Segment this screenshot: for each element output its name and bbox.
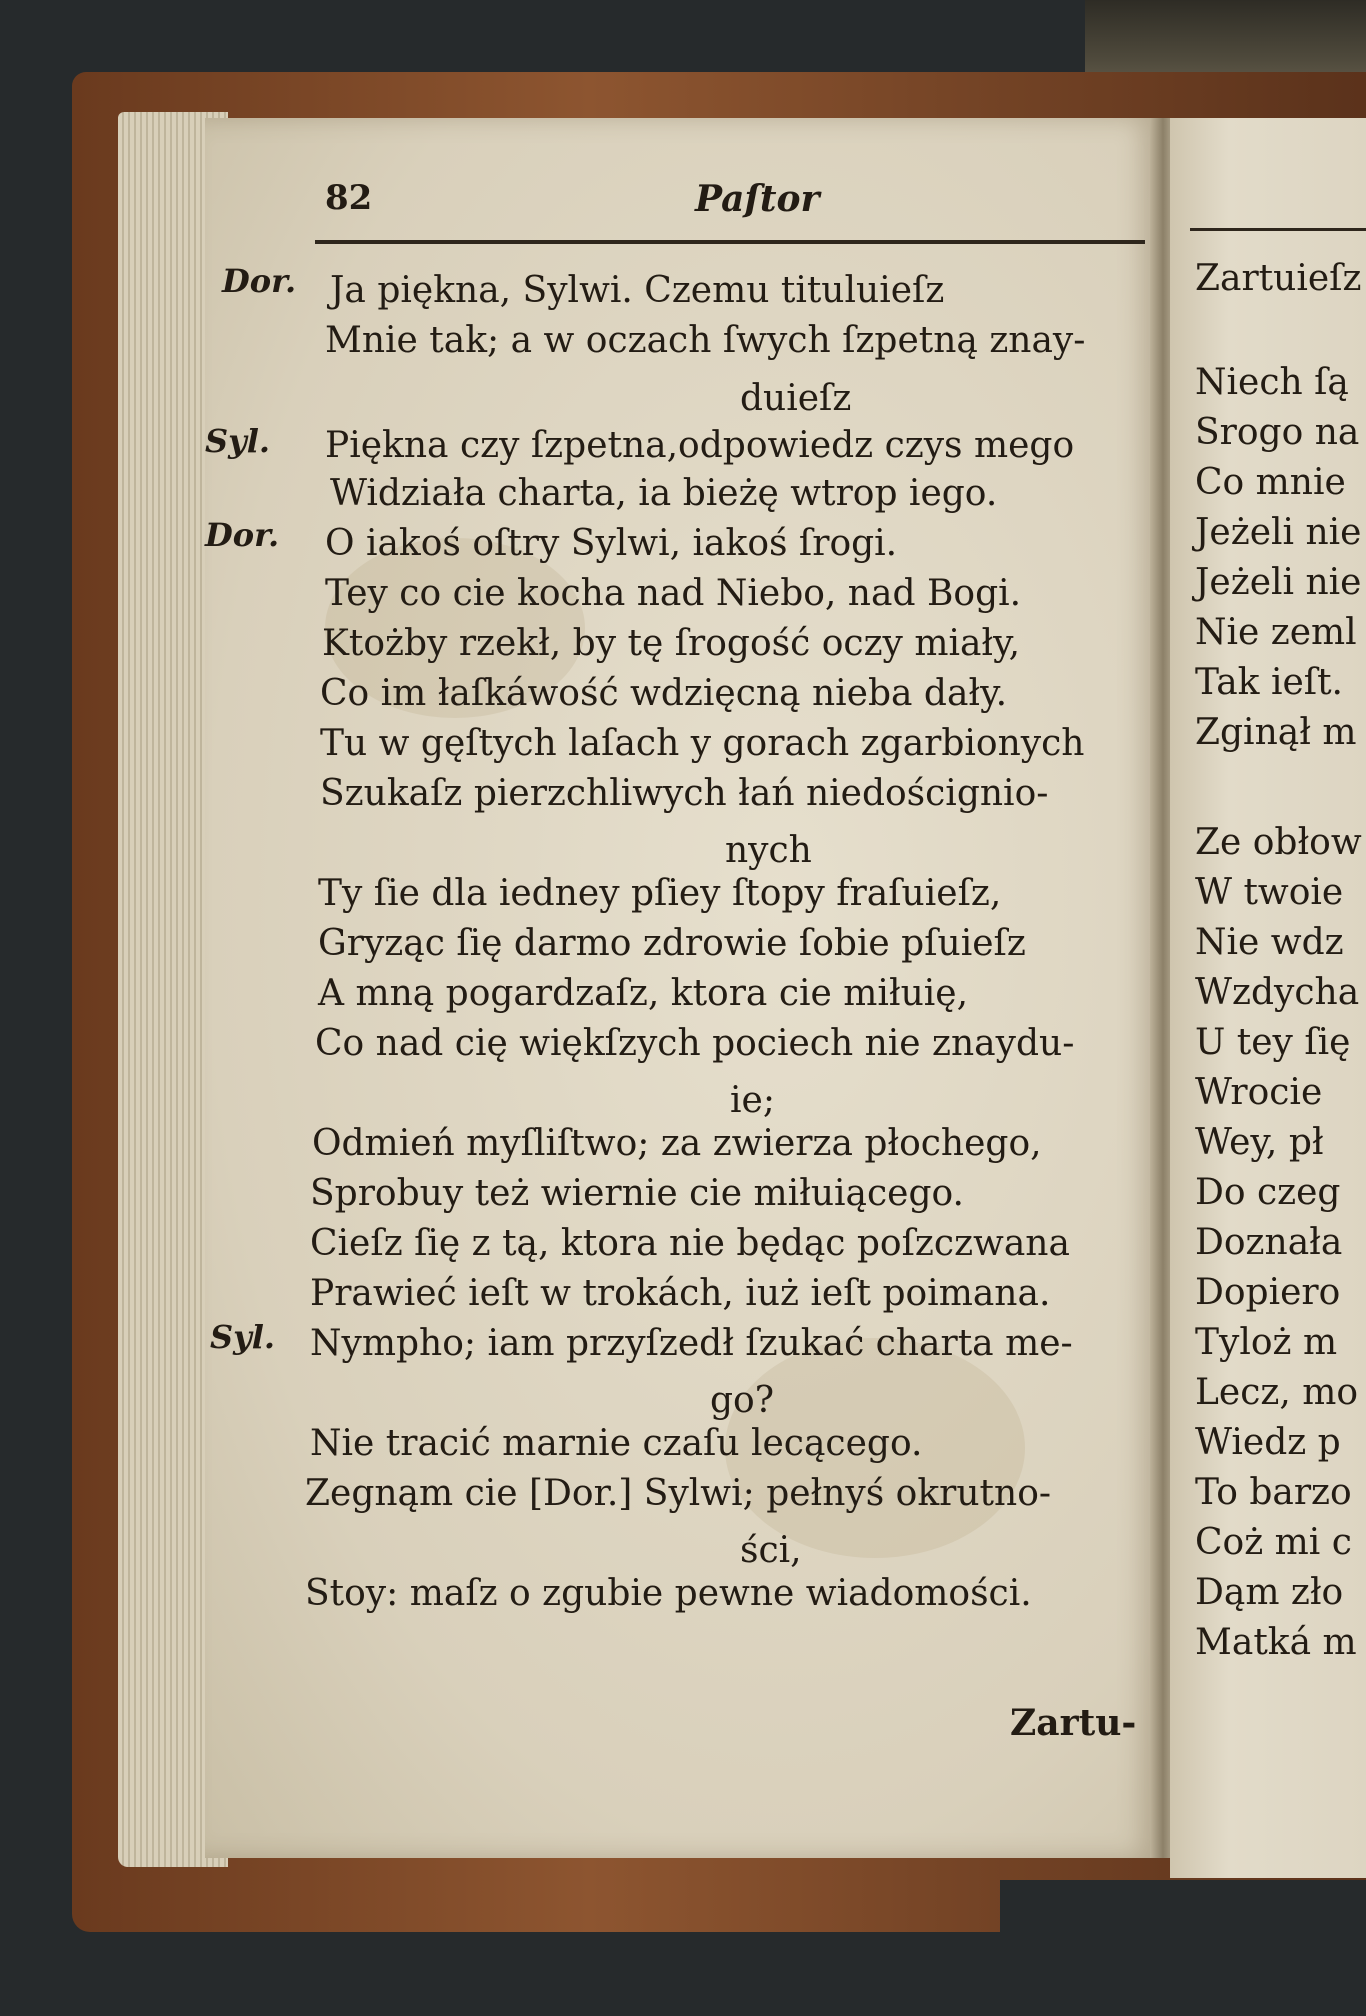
verse-line: Tey co cie kocha nad Niebo, nad Bogi. xyxy=(325,573,1022,614)
right-page-line: Lecz, mo xyxy=(1195,1372,1359,1413)
right-page-line: To barzo xyxy=(1195,1472,1352,1513)
verse-line: go? xyxy=(710,1380,775,1421)
verse-line: Widziała charta, ia bieżę wtrop iego. xyxy=(330,473,998,514)
verse-line: Szukaſz pierzchliwych łań niedoścignio- xyxy=(320,773,1049,814)
right-page-line: Do czeg xyxy=(1195,1172,1341,1213)
verse-line: Mnie tak; a w oczach ſwych ſzpetną znay- xyxy=(325,320,1086,361)
right-page-line: U tey ſię xyxy=(1195,1022,1351,1063)
right-page-line: Tak ieſt. xyxy=(1195,662,1343,703)
verse-line: Ktożby rzekł, by tę ſrogość oczy miały, xyxy=(322,623,1021,664)
verse-line: duieſz xyxy=(740,378,852,419)
right-page-line: Matká m xyxy=(1195,1622,1357,1663)
right-page-line: Jeżeli nie xyxy=(1195,512,1362,553)
background-strip xyxy=(1000,1880,1366,2016)
right-page-line: Niech ſą xyxy=(1195,362,1349,403)
speaker-label: Syl. xyxy=(210,1318,275,1356)
verse-line: Nie tracić marnie czaſu lecącego. xyxy=(310,1423,923,1464)
right-header-rule xyxy=(1190,228,1366,231)
verse-line: A mną pogardzaſz, ktora cie miłuię, xyxy=(318,973,969,1014)
verse-line: Piękna czy ſzpetna,odpowiedz czys mego xyxy=(325,425,1075,466)
catchword: Zartu- xyxy=(1010,1702,1137,1744)
right-page-line: Nie wdz xyxy=(1195,922,1344,963)
header-rule xyxy=(315,240,1145,244)
running-title: Paſtor xyxy=(695,178,820,220)
right-page-line: Wey, pł xyxy=(1195,1122,1324,1163)
verse-line: Stoy: maſz o zgubie pewne wiadomości. xyxy=(305,1573,1032,1614)
verse-line: ie; xyxy=(730,1080,775,1121)
right-page-line: Zginął m xyxy=(1195,712,1357,753)
verse-line: nych xyxy=(725,830,812,871)
speaker-label: Dor. xyxy=(205,516,280,554)
right-page-line: Dopiero xyxy=(1195,1272,1341,1313)
right-page-line: Doznała xyxy=(1195,1222,1343,1263)
right-page-line: Dąm zło xyxy=(1195,1572,1344,1613)
page-number: 82 xyxy=(325,178,373,218)
speaker-label: Syl. xyxy=(205,422,270,460)
verse-line: Tu w gęſtych laſach y gorach zgarbionych xyxy=(320,723,1085,764)
right-page-line: Srogo na xyxy=(1195,412,1360,453)
right-page-line: Coż mi c xyxy=(1195,1522,1352,1563)
verse-line: ści, xyxy=(740,1530,802,1571)
right-page-line: W twoie xyxy=(1195,872,1344,913)
verse-line: Ty ſie dla iedney pſiey ſtopy fraſuieſz, xyxy=(318,873,1002,914)
verse-line: Prawieć ieſt w trokách, iuż ieſt poimana. xyxy=(310,1273,1051,1314)
verse-line: Co im łaſkáwość wdzięcną nieba dały. xyxy=(320,673,1008,714)
verse-line: Nympho; iam przyſzedł ſzukać charta me- xyxy=(310,1323,1073,1364)
verse-line: Odmień myſliſtwo; za zwierza płochego, xyxy=(312,1123,1042,1164)
right-page-line: Zartuieſz xyxy=(1195,258,1362,299)
right-page-line: Wrocie xyxy=(1195,1072,1323,1113)
verse-line: Zegnąm cie [Dor.] Sylwi; pełnyś okrutno- xyxy=(305,1473,1052,1514)
verse-line: Sprobuy też wiernie cie miłuiącego. xyxy=(310,1173,964,1214)
speaker-label: Dor. xyxy=(222,262,297,300)
verse-line: Cieſz ſię z tą, ktora nie będąc poſzczwana xyxy=(310,1223,1070,1264)
right-page-line: Ze obłow xyxy=(1195,822,1362,863)
right-page-line: Tyloż m xyxy=(1195,1322,1338,1363)
verse-line: O iakoś oſtry Sylwi, iakoś ſrogi. xyxy=(325,523,898,564)
right-page-line: Nie zeml xyxy=(1195,612,1357,653)
right-page-line: Co mnie xyxy=(1195,462,1346,503)
right-page-line: Wzdycha xyxy=(1195,972,1360,1013)
verse-line: Co nad cię więkſzych pociech nie znaydu- xyxy=(315,1023,1075,1064)
verse-line: Gryząc ſię darmo zdrowie ſobie pſuieſz xyxy=(318,923,1026,964)
right-page-line: Jeżeli nie xyxy=(1195,562,1362,603)
right-page-line: Wiedz p xyxy=(1195,1422,1341,1463)
verse-line: Ja piękna, Sylwi. Czemu tituluieſz xyxy=(330,270,945,311)
